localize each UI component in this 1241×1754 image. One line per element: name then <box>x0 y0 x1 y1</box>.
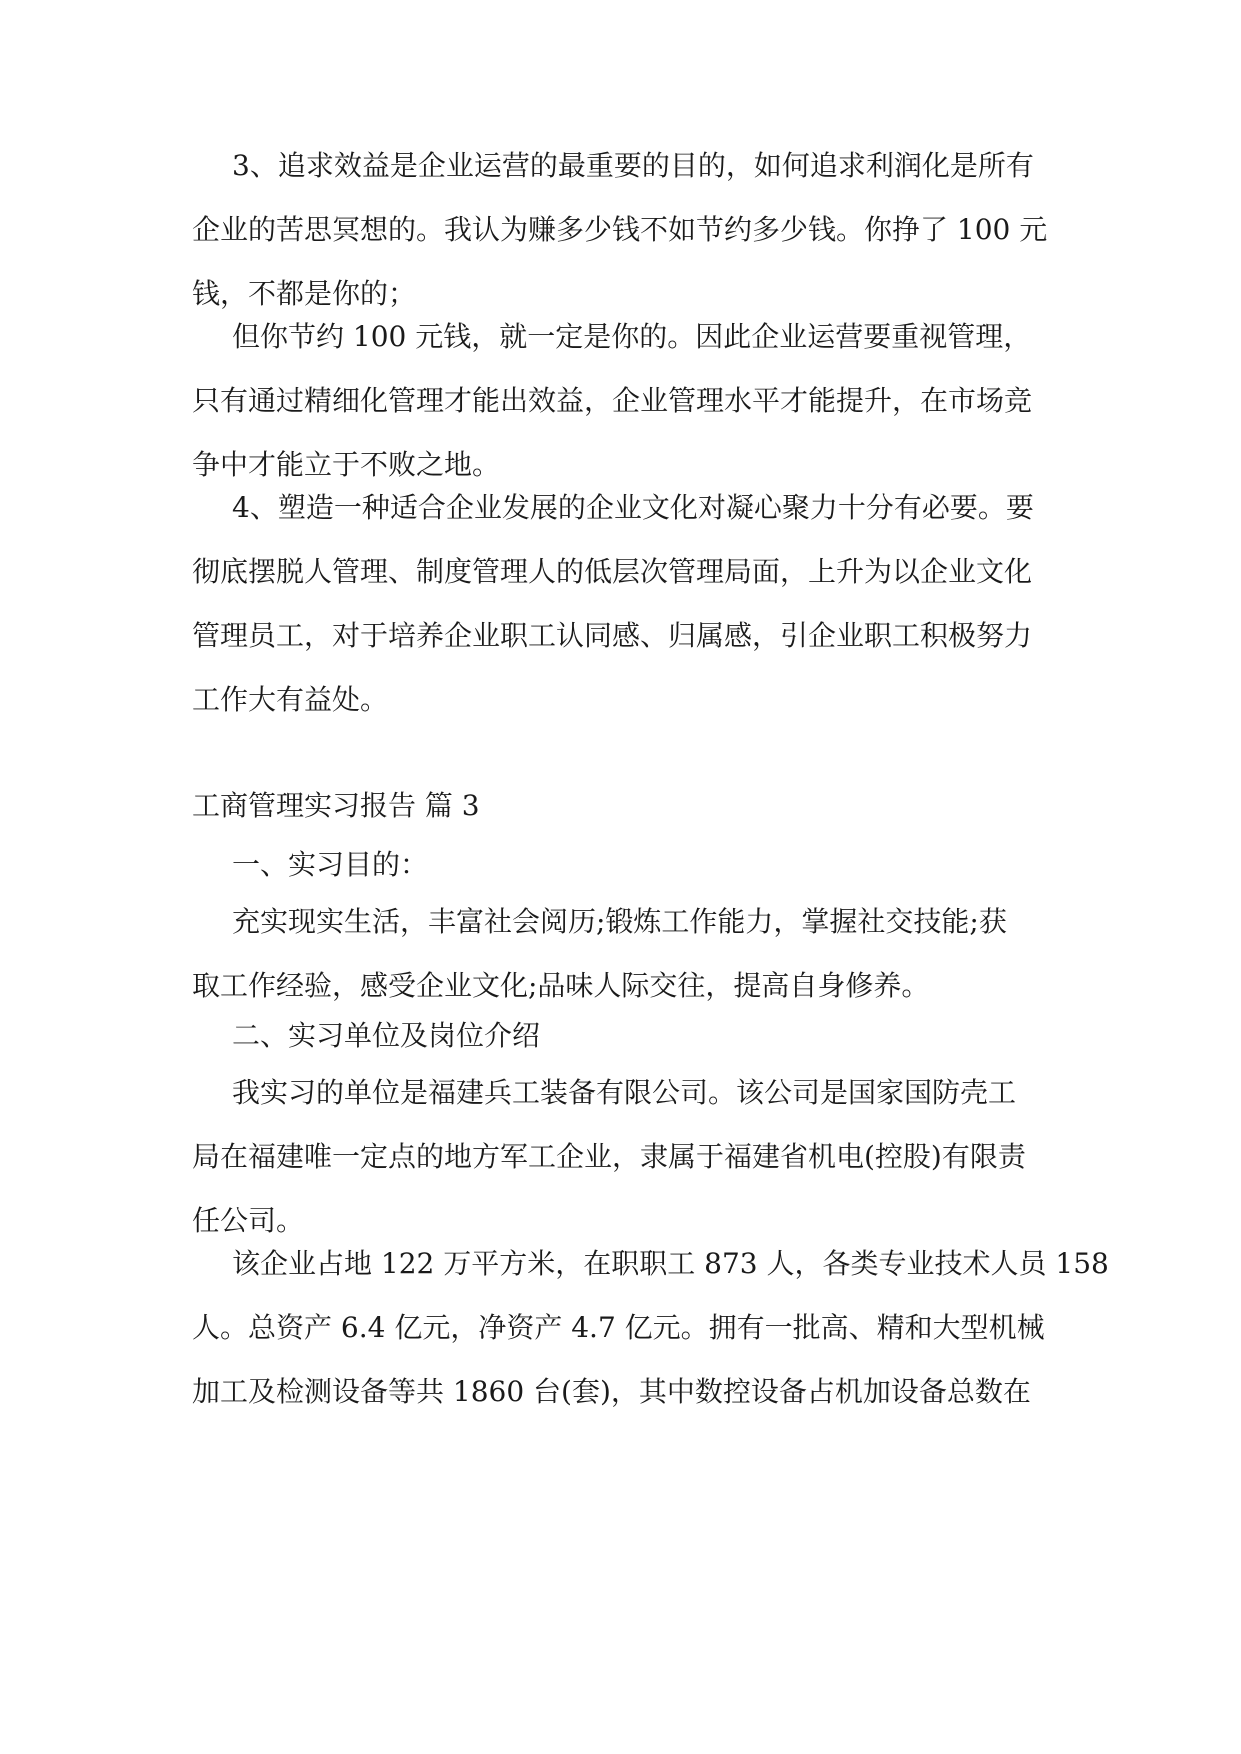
subheading-unit: 二、实习单位及岗位介绍 <box>232 1019 541 1052</box>
paragraph-efficiency <box>192 134 1092 326</box>
paragraph-purpose <box>192 890 1092 1018</box>
text-line: 任公司。 <box>192 1204 305 1237</box>
text-line: 局在福建唯一定点的地方军工企业，隶属于福建省机电(控股)有限责 <box>192 1140 1026 1173</box>
paragraph-company <box>192 1061 1092 1253</box>
text-line: 4、塑造一种适合企业发展的企业文化对凝心聚力十分有必要。要 <box>232 491 1034 524</box>
text-line: 钱，不都是你的； <box>192 277 417 310</box>
text-line: 人。总资产 6.4 亿元，净资产 4.7 亿元。拥有一批高、精和大型机械 <box>192 1311 1045 1344</box>
subheading-purpose: 一、实习目的： <box>232 848 429 881</box>
text-line: 只有通过精细化管理才能出效益，企业管理水平才能提升，在市场竞 <box>192 384 1033 417</box>
section-title: 工商管理实习报告 篇 3 <box>192 789 480 822</box>
text-line: 我实习的单位是福建兵工装备有限公司。该公司是国家国防壳工 <box>232 1076 1017 1109</box>
text-line: 取工作经验，感受企业文化;品味人际交往，提高自身修养。 <box>192 969 930 1002</box>
text-line: 管理员工，对于培养企业职工认同感、归属感，引企业职工积极努力 <box>192 619 1033 652</box>
text-line: 企业的苦思冥想的。我认为赚多少钱不如节约多少钱。你挣了 100 元 <box>192 213 1048 246</box>
text-line: 3、追求效益是企业运营的最重要的目的，如何追求利润化是所有 <box>232 149 1034 182</box>
text-line: 争中才能立于不败之地。 <box>192 448 501 481</box>
text-line: 工作大有益处。 <box>192 683 389 716</box>
paragraph-assets <box>192 1232 1109 1424</box>
text-line: 该企业占地 122 万平方米，在职职工 873 人，各类专业技术人员 158 <box>232 1247 1109 1280</box>
text-line: 但你节约 100 元钱，就一定是你的。因此企业运营要重视管理， <box>232 320 1032 353</box>
paragraph-saving <box>192 305 1092 497</box>
text-line: 彻底摆脱人管理、制度管理人的低层次管理局面，上升为以企业文化 <box>192 555 1033 588</box>
text-line: 加工及检测设备等共 1860 台(套)，其中数控设备占机加设备总数在 <box>192 1375 1031 1408</box>
paragraph-culture <box>192 476 1092 732</box>
text-line: 充实现实生活，丰富社会阅历;锻炼工作能力，掌握社交技能;获 <box>232 905 1007 938</box>
